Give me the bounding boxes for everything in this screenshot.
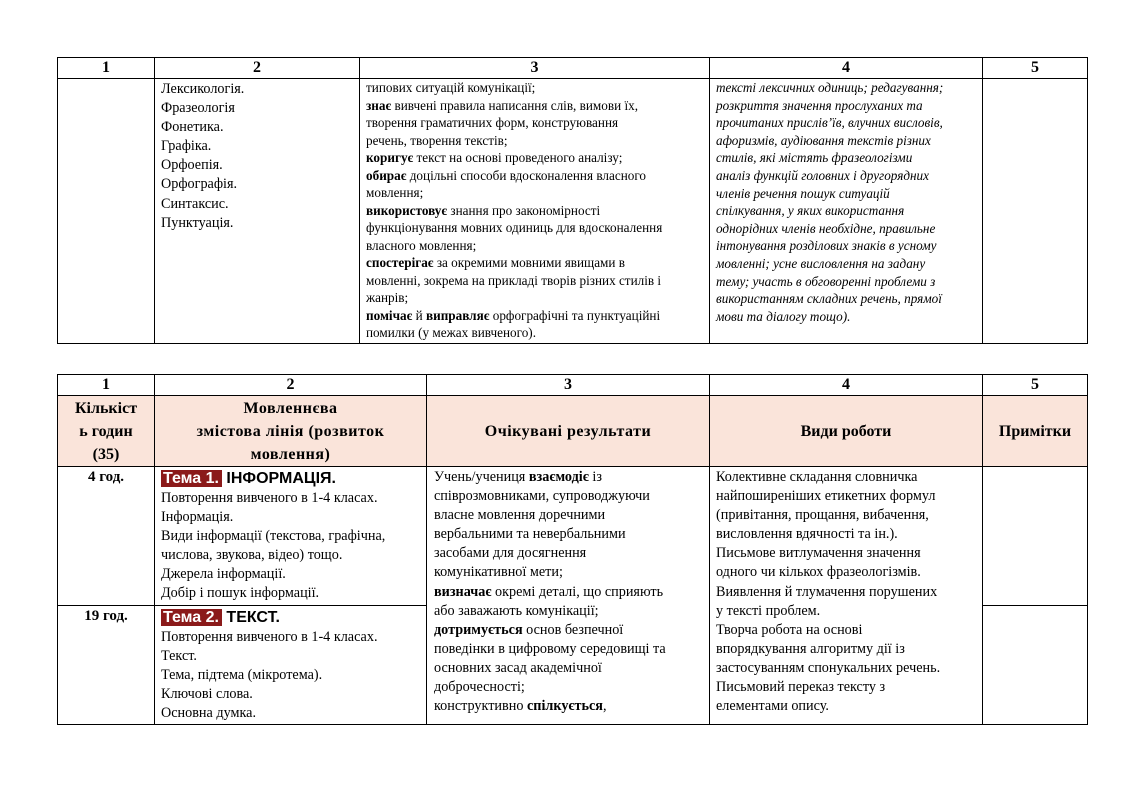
result-line: Учень/учениця взаємодіє із [434,469,602,485]
work-line: однорідних членів необхідне, правильне [716,220,936,236]
work-line: тему; участь в обговоренні проблеми з [716,273,936,289]
work-line: висловлення вдячності та ін.). [716,526,898,543]
result-line: помічає й виправляє орфографічні та пунктуаційні [366,307,661,323]
topic-item: Основна думка. [161,704,256,721]
work-types-cell [710,467,983,725]
result-line: обирає доцільні способи вдосконалення власного [366,167,647,183]
table-header-row [58,396,1088,467]
result-line: або заважають комунікації; [434,602,599,619]
col-number-5: 5 [983,375,1088,396]
topic-item: Ключові слова. [161,685,253,702]
result-line: коригує текст на основі проведеного аналізу; [366,150,623,165]
topic-tag: Тема 1. [161,470,222,487]
result-line: визначає окремі деталі, що сприяють [434,583,664,600]
work-line: стилів, які містять фразеологізми [716,150,913,166]
result-line: знає вивчені правила написання слів, вимови їх, [366,97,639,113]
work-line: мовленні; усне висловлення на задану [716,255,926,271]
work-line: у тексті проблем. [716,602,821,619]
result-line: помилки (у межах вивченого). [366,325,536,340]
work-line: афоризмів, аудіювання текстів різних [716,132,931,148]
table-row [58,467,1088,606]
work-line: спілкування, у яких використання [716,203,905,219]
result-line: доброчесності; [434,679,525,696]
work-line: Письмове витлумачення значення [716,545,921,562]
work-line: Колективне складання словничка [716,469,918,485]
topic-item: Джерела інформації. [161,566,286,583]
col-number-3: 3 [360,58,710,79]
table-number-row [58,58,1088,79]
result-line: типових ситуацій комунікації; [366,80,536,95]
content-item: Графіка. [161,138,212,155]
result-line: використовує знання про закономірності [366,202,601,218]
topic-title: Тема 2. ТЕКСТ. [163,608,280,626]
content-item: Лексикологія. [161,81,245,97]
work-line: Творча робота на основі [716,621,863,638]
result-line: власне мовлення доречними [434,507,606,524]
content-item: Орфоепія. [161,157,223,174]
notes-cell [983,79,1088,344]
table-row [58,79,1088,344]
work-line: Виявлення й тлумачення порушених [716,583,938,600]
col-number-4: 4 [710,58,983,79]
result-line: творення граматичних форм, конструювання [366,115,619,130]
curriculum-table [57,374,1088,725]
expected-results-cell [360,79,710,344]
col-number-1: 1 [58,375,155,396]
work-line: одного чи кількох фразеологізмів. [716,564,921,581]
topic-item: числова, звукова, відео) тощо. [161,547,343,564]
result-line: речень, творення текстів; [366,132,508,148]
table-continuation [57,57,1088,344]
topic-item: Повторення вивченого в 1-4 класах. [161,490,378,506]
hours-cell: 4 год. [58,467,155,606]
work-line: найпоширеніших етикетних формул [716,488,936,505]
content-line-cell [155,79,360,344]
header-work-types: Види роботи [710,396,983,467]
topic-cell [155,605,427,724]
content-item: Фразеологія [161,100,235,117]
col-number-2: 2 [155,58,360,79]
work-line: інтонування розділових знаків в усному [716,238,937,254]
result-line: основних засад академічної [434,659,602,676]
topic-item: Види інформації (текстова, графічна, [161,528,386,545]
topic-item: Текст. [161,647,197,664]
work-line: Письмовий переказ тексту з [716,679,886,696]
work-line: мови та діалогу тощо). [716,308,851,324]
result-line: комунікативної мети; [434,564,563,581]
work-line: елементами опису. [716,698,829,715]
work-line: розкриття значення прослуханих та [716,97,923,113]
work-line: (привітання, прощання, вибачення, [716,507,929,524]
work-line: аналіз функцій головних і другорядних [716,167,930,183]
result-line: поведінки в цифровому середовищі та [434,640,666,657]
result-line: спостерігає за окремими мовними явищами в [366,255,625,270]
result-line: мовленні, зокрема на прикладі творів різних стилів і [366,272,662,288]
result-line: конструктивно спілкується, [434,698,607,715]
result-line: функціонування мовних одиниць для вдосконалення [366,220,663,235]
header-hours: Кількіст ь годин (35) [58,396,155,467]
result-line: вербальними та невербальними [434,526,626,543]
col-number-1: 1 [58,58,155,79]
content-item: Фонетика. [161,119,224,136]
work-line: впорядкування алгоритму дії із [716,640,905,657]
topic-tag: Тема 2. [161,609,222,626]
topic-item: Повторення вивченого в 1-4 класах. [161,628,378,645]
hours-cell [58,79,155,344]
result-line: жанрів; [366,290,409,305]
work-line: застосуванням спонукальних речень. [716,659,941,676]
result-line: засобами для досягнення [434,545,587,562]
content-item: Пунктуація. [161,214,234,231]
content-item: Синтаксис. [161,195,229,212]
col-number-4: 4 [710,375,983,396]
content-item: Орфографія. [161,176,238,193]
work-line: тексті лексичних одиниць; редагування; [716,80,944,95]
work-types-cell [710,79,983,344]
header-notes: Примітки [983,396,1088,467]
work-line: використанням складних речень, прямої [716,291,942,307]
notes-cell [983,605,1088,724]
col-number-3: 3 [427,375,710,396]
topic-cell [155,467,427,606]
work-line: прочитаних прислів’їв, влучних висловів, [716,115,943,131]
notes-cell [983,467,1088,606]
expected-results-cell [427,467,710,725]
result-line: дотримується основ безпечної [434,621,624,638]
col-number-2: 2 [155,375,427,396]
topic-item: Добір і пошук інформації. [161,585,320,602]
header-content-line: Мовленнєва змістова лінія (розвиток мовлення) [155,396,427,467]
work-line: членів речення пошук ситуацій [716,185,890,201]
result-line: співрозмовниками, супроводжуючи [434,488,650,505]
result-line: власного мовлення; [366,237,477,253]
table-number-row [58,375,1088,396]
result-line: мовлення; [366,185,424,200]
topic-item: Тема, підтема (мікротема). [161,666,323,683]
topic-item: Інформація. [161,509,234,526]
topic-title: Тема 1. ІНФОРМАЦІЯ. [163,470,336,487]
hours-cell: 19 год. [58,605,155,724]
header-expected-results: Очікувані результати [427,396,710,467]
col-number-5: 5 [983,58,1088,79]
